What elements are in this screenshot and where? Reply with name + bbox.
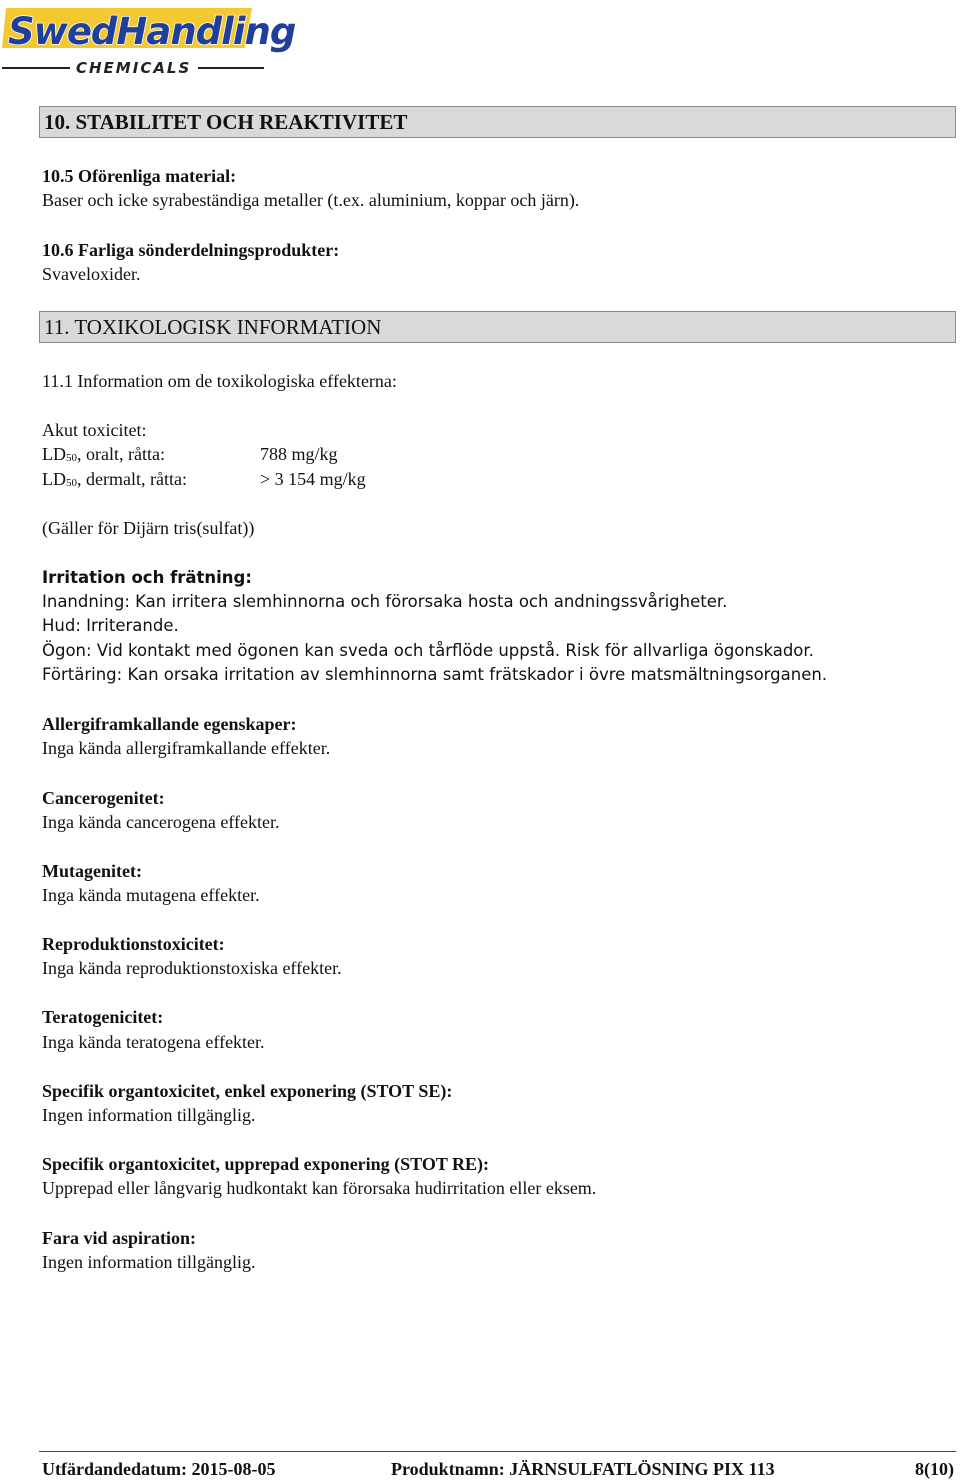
ld50-oral-label: LD50, oralt, råtta:: [42, 444, 165, 464]
carcinogenicity-title: Cancerogenitet:: [42, 788, 165, 808]
section-10-heading: 10. STABILITET OCH REAKTIVITET: [39, 106, 956, 138]
page-number: 8(10): [915, 1459, 954, 1479]
reproductive-toxicity-text: Inga kända reproduktionstoxiska effekter.: [42, 958, 342, 978]
aspiration-text: Ingen information tillgänglig.: [42, 1252, 256, 1272]
stot-re-text: Upprepad eller långvarig hudkontakt kan förorsaka hudirritation eller eksem.: [42, 1178, 597, 1198]
product-name-value: : JÄRNSULFATLÖSNING PIX 113: [498, 1459, 775, 1479]
acute-toxicity-note: (Gäller för Dijärn tris(sulfat)): [42, 518, 255, 538]
irritation-eyes: Ögon: Vid kontakt med ögonen kan sveda och tårflöde uppstå. Risk för allvarliga ögonskador.: [42, 641, 814, 660]
product-name: [391, 1458, 775, 1480]
company-logo: [2, 2, 296, 77]
irritation-skin: Hud: Irriterande.: [42, 616, 179, 635]
issue-date: [42, 1458, 276, 1480]
footer-rule: [39, 1451, 956, 1452]
stot-re-title: Specifik organtoxicitet, upprepad exponering (STOT RE):: [42, 1154, 490, 1174]
mutagenicity-text: Inga kända mutagena effekter.: [42, 885, 260, 905]
aspiration-title: Fara vid aspiration:: [42, 1228, 197, 1248]
ld50-dermal-value: > 3 154 mg/kg: [260, 469, 366, 489]
stot-se-title: Specifik organtoxicitet, enkel exponering (STOT SE):: [42, 1081, 453, 1101]
section-11-heading: 11. TOXIKOLOGISK INFORMATION: [39, 311, 956, 343]
logo-wordmark: SwedHandling: [8, 10, 296, 53]
section-10-5-title: 10.5 Oförenliga material:: [42, 166, 237, 186]
section-10-5-text: Baser och icke syrabeständiga metaller (t.ex. aluminium, koppar och järn).: [42, 190, 580, 210]
section-10-6-title: 10.6 Farliga sönderdelningsprodukter:: [42, 240, 340, 260]
irritation-ingestion: Förtäring: Kan orsaka irritation av slemhinnorna samt frätskador i övre matsmältningsorganen.: [42, 665, 828, 684]
carcinogenicity-text: Inga kända cancerogena effekter.: [42, 812, 280, 832]
page-footer: [0, 1458, 960, 1480]
allergenic-text: Inga kända allergiframkallande effekter.: [42, 738, 331, 758]
reproductive-toxicity-title: Reproduktionstoxicitet:: [42, 934, 225, 954]
teratogenicity-text: Inga kända teratogena effekter.: [42, 1032, 265, 1052]
issue-date-value: : 2015-08-05: [181, 1459, 276, 1479]
section-11-1-title: 11.1 Information om de toxikologiska effekterna:: [42, 371, 397, 391]
mutagenicity-title: Mutagenitet:: [42, 861, 142, 881]
allergenic-title: Allergiframkallande egenskaper:: [42, 714, 297, 734]
teratogenicity-title: Teratogenicitet:: [42, 1007, 164, 1027]
logo-subtext: CHEMICALS: [76, 59, 192, 77]
issue-date-label: Utfärdandedatum: [42, 1459, 182, 1479]
stot-se-text: Ingen information tillgänglig.: [42, 1105, 256, 1125]
product-name-label: Produktnamn: [391, 1459, 499, 1479]
ld50-dermal-label: LD50, dermalt, råtta:: [42, 469, 187, 489]
irritation-title: Irritation och frätning:: [42, 568, 252, 587]
section-10-6-text: Svaveloxider.: [42, 264, 141, 284]
ld50-oral-value: 788 mg/kg: [260, 444, 338, 464]
acute-toxicity-title: Akut toxicitet:: [42, 420, 147, 440]
irritation-inhalation: Inandning: Kan irritera slemhinnorna och förorsaka hosta och andningssvårigheter.: [42, 592, 728, 611]
